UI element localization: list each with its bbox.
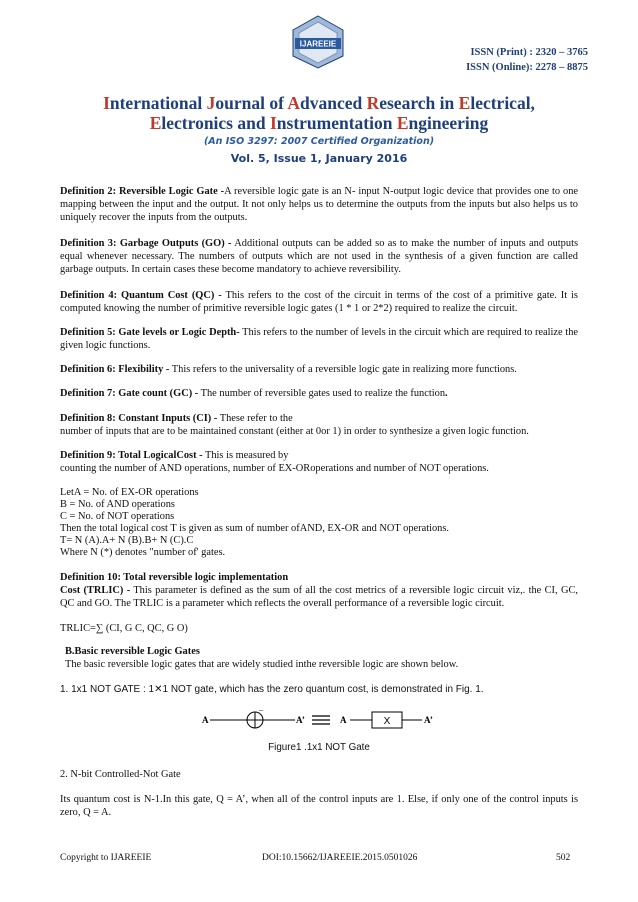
definition-9-cont: counting the number of AND operations, number of EX-ORoperations and number of NOT operations. bbox=[60, 463, 489, 474]
input-label-left: A bbox=[202, 715, 209, 725]
output-label-left: A’ bbox=[296, 715, 305, 725]
definition-10-title: Definition 10: Total reversible logic implementation bbox=[60, 572, 289, 583]
figure-caption: Figure1 .1x1 NOT Gate bbox=[268, 742, 370, 753]
definition-8-cont: number of inputs that are to be maintained constant (either at 0or 1) in order to synthesize a given logic function. bbox=[60, 426, 529, 437]
definition-6: Definition 6: Flexibility - This refers to the universality of a reversible logic gate in realizing more functions. bbox=[60, 364, 517, 375]
issn-print: ISSN (Print) : 2320 – 3765 bbox=[470, 47, 588, 58]
definition-8: Definition 8: Constant Inputs (CI) - These refer to the bbox=[60, 413, 293, 424]
section-b-text: The basic reversible logic gates that are widely studied inthe reversible logic are shown below. bbox=[65, 659, 459, 670]
page-number: 502 bbox=[556, 853, 571, 863]
definition-9: Definition 9: Total LogicalCost - This is measured by bbox=[60, 450, 289, 461]
cost-trlic: Cost (TRLIC) - This parameter is defined as the sum of all the cost metrics of a reversible logic circuit viz,. the CI, GC, QC and GO. The TRLIC is a parameter which reflects the overall performance of a reversible logic circuit. bbox=[60, 585, 578, 609]
journal-title-line2: Electronics and Instrumentation Engineering bbox=[149, 113, 489, 133]
definition-4: Definition 4: Quantum Cost (QC) - This refers to the cost of the circuit in terms of the cost of a primitive gate. It is computed knowing the number of primitive reversible logic gates (1 * 1 or 2*2) required to realize the circuit. bbox=[60, 290, 578, 314]
definition-7: Definition 7: Gate count (GC) - The number of reversible gates used to realize the function. bbox=[60, 388, 448, 399]
let-a-line: LetA = No. of EX-OR operations bbox=[60, 487, 199, 498]
definition-5: Definition 5: Gate levels or Logic Depth- This refers to the number of levels in the circuit which are required to realize the given logic functions. bbox=[60, 327, 578, 351]
item-1-not-gate: 1. 1x1 NOT GATE : 1✕1 NOT gate, which has the zero quantum cost, is demonstrated in Fig. 1. bbox=[60, 684, 484, 695]
then-line: Then the total logical cost T is given as sum of number ofAND, EX-OR and NOT operations. bbox=[60, 523, 450, 534]
journal-title-line1: International Journal of Advanced Research in Electrical, bbox=[103, 93, 535, 113]
bar-label: _ bbox=[259, 703, 263, 712]
logo-text: IJAREEIE bbox=[299, 39, 337, 49]
input-label-right: A bbox=[340, 715, 347, 725]
footer-copyright: Copyright to IJAREEIE bbox=[60, 853, 152, 863]
box-label: X bbox=[383, 716, 391, 727]
section-b-title: B.Basic reversible Logic Gates bbox=[65, 646, 200, 657]
not-gate-figure bbox=[200, 703, 440, 735]
certification-line: (An ISO 3297: 2007 Certified Organization) bbox=[203, 136, 435, 147]
definition-2: Definition 2: Reversible Logic Gate -A reversible logic gate is an N- input N-output logic device that provides one to one mapping between the input and the output. It not only helps us to determine the outputs from the inputs but also helps us to uniquely recover the inputs from the outputs. bbox=[60, 186, 578, 223]
where-line: Where N (*) denotes "number of' gates. bbox=[60, 547, 226, 558]
output-label-right: A’ bbox=[424, 715, 433, 725]
definition-3: Definition 3: Garbage Outputs (GO) - Additional outputs can be added so as to make the number of inputs and outputs equal whenever necessary. The numbers of outputs which are not used in the synthesis of a given function are called garbage outputs. In certain cases these become mandatory to achieve reversibility. bbox=[60, 238, 578, 275]
journal-logo bbox=[283, 14, 353, 70]
issn-online: ISSN (Online): 2278 – 8875 bbox=[466, 62, 588, 73]
item-2-title: 2. N-bit Controlled-Not Gate bbox=[60, 769, 181, 780]
volume-issue: Vol. 5, Issue 1, January 2016 bbox=[230, 152, 408, 165]
let-c-line: C = No. of NOT operations bbox=[60, 511, 175, 522]
footer-doi: DOI:10.15662/IJAREEIE.2015.0501026 bbox=[262, 853, 418, 863]
let-b-line: B = No. of AND operations bbox=[60, 499, 175, 510]
item-2-text: Its quantum cost is N-1.In this gate, Q = A’, when all of the control inputs are 1. Else, if only one of the control inputs is zero, Q = A. bbox=[60, 794, 578, 818]
t-formula: T= N (A).A+ N (B).B+ N (C).C bbox=[60, 535, 194, 546]
trlic-formula: TRLIC=∑ (CI, G C, QC, G O) bbox=[60, 623, 188, 634]
